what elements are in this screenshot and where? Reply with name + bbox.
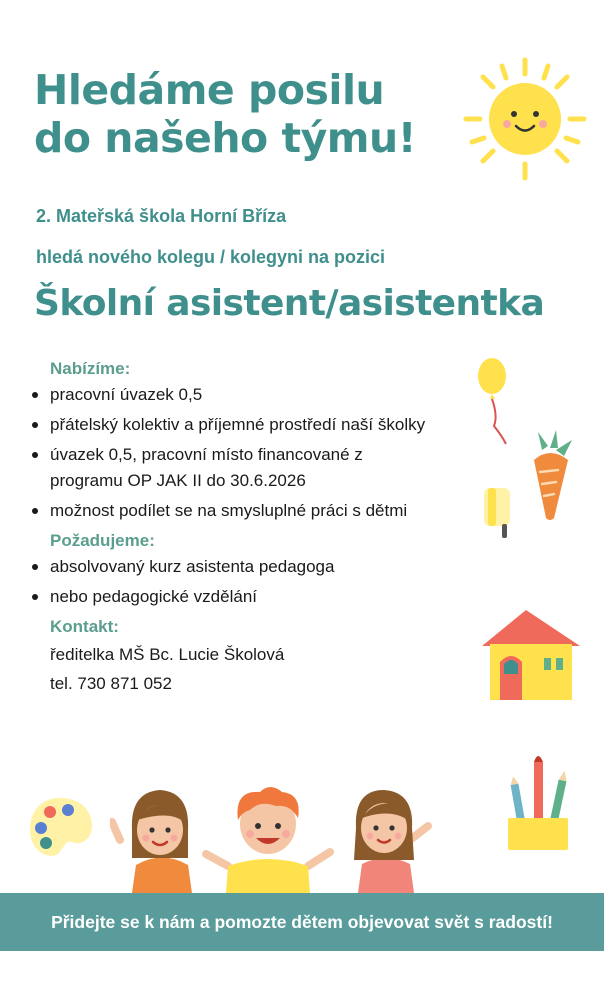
list-item: pracovní úvazek 0,5	[28, 382, 428, 408]
carrot-icon	[520, 428, 582, 522]
subline: hledá nového kolegu / kolegyni na pozici	[36, 247, 386, 267]
contact-heading: Kontakt:	[50, 617, 119, 636]
requirements-heading: Požadujeme:	[50, 531, 155, 550]
list-item: úvazek 0,5, pracovní místo financované z programu OP JAK II do 30.6.2026	[28, 442, 428, 494]
offer-heading: Nabízíme:	[50, 359, 131, 378]
headline-line-1: Hledáme posilu	[34, 66, 385, 114]
child-girl-left-icon	[112, 790, 192, 893]
child-boy-middle-icon	[206, 787, 330, 893]
list-item: absolvovaný kurz asistenta pedagoga	[28, 554, 428, 580]
child-girl-right-icon	[354, 790, 428, 893]
list-item: přátelský kolektiv a příjemné prostředí naší školky	[28, 412, 428, 438]
list-item: možnost podílet se na smysluplné práci s dětmi	[28, 498, 428, 524]
requirements-list	[28, 554, 428, 610]
contact-name: ředitelka MŠ Bc. Lucie Školová	[50, 645, 285, 664]
house-icon	[480, 606, 582, 702]
bottom-banner	[0, 893, 604, 951]
paint-palette-icon	[28, 796, 94, 858]
headline-line-2: do našeho týmu!	[34, 114, 416, 162]
content	[28, 356, 428, 698]
sun-icon	[462, 56, 588, 182]
position-title: Školní asistent/asistentka	[34, 283, 545, 324]
school-name: 2. Mateřská škola Horní Bříza	[36, 206, 287, 226]
headline	[34, 66, 416, 162]
banner-text: Přidejte se k nám a pomozte dětem objevovat svět s radostí!	[51, 912, 553, 932]
popsicle-icon	[478, 484, 518, 540]
contact-phone: tel. 730 871 052	[50, 674, 172, 693]
children-illustration	[110, 770, 440, 893]
balloon-icon	[472, 356, 522, 448]
list-item: nebo pedagogické vzdělání	[28, 584, 428, 610]
offer-list	[28, 382, 428, 524]
pencil-cup-icon	[500, 750, 584, 852]
